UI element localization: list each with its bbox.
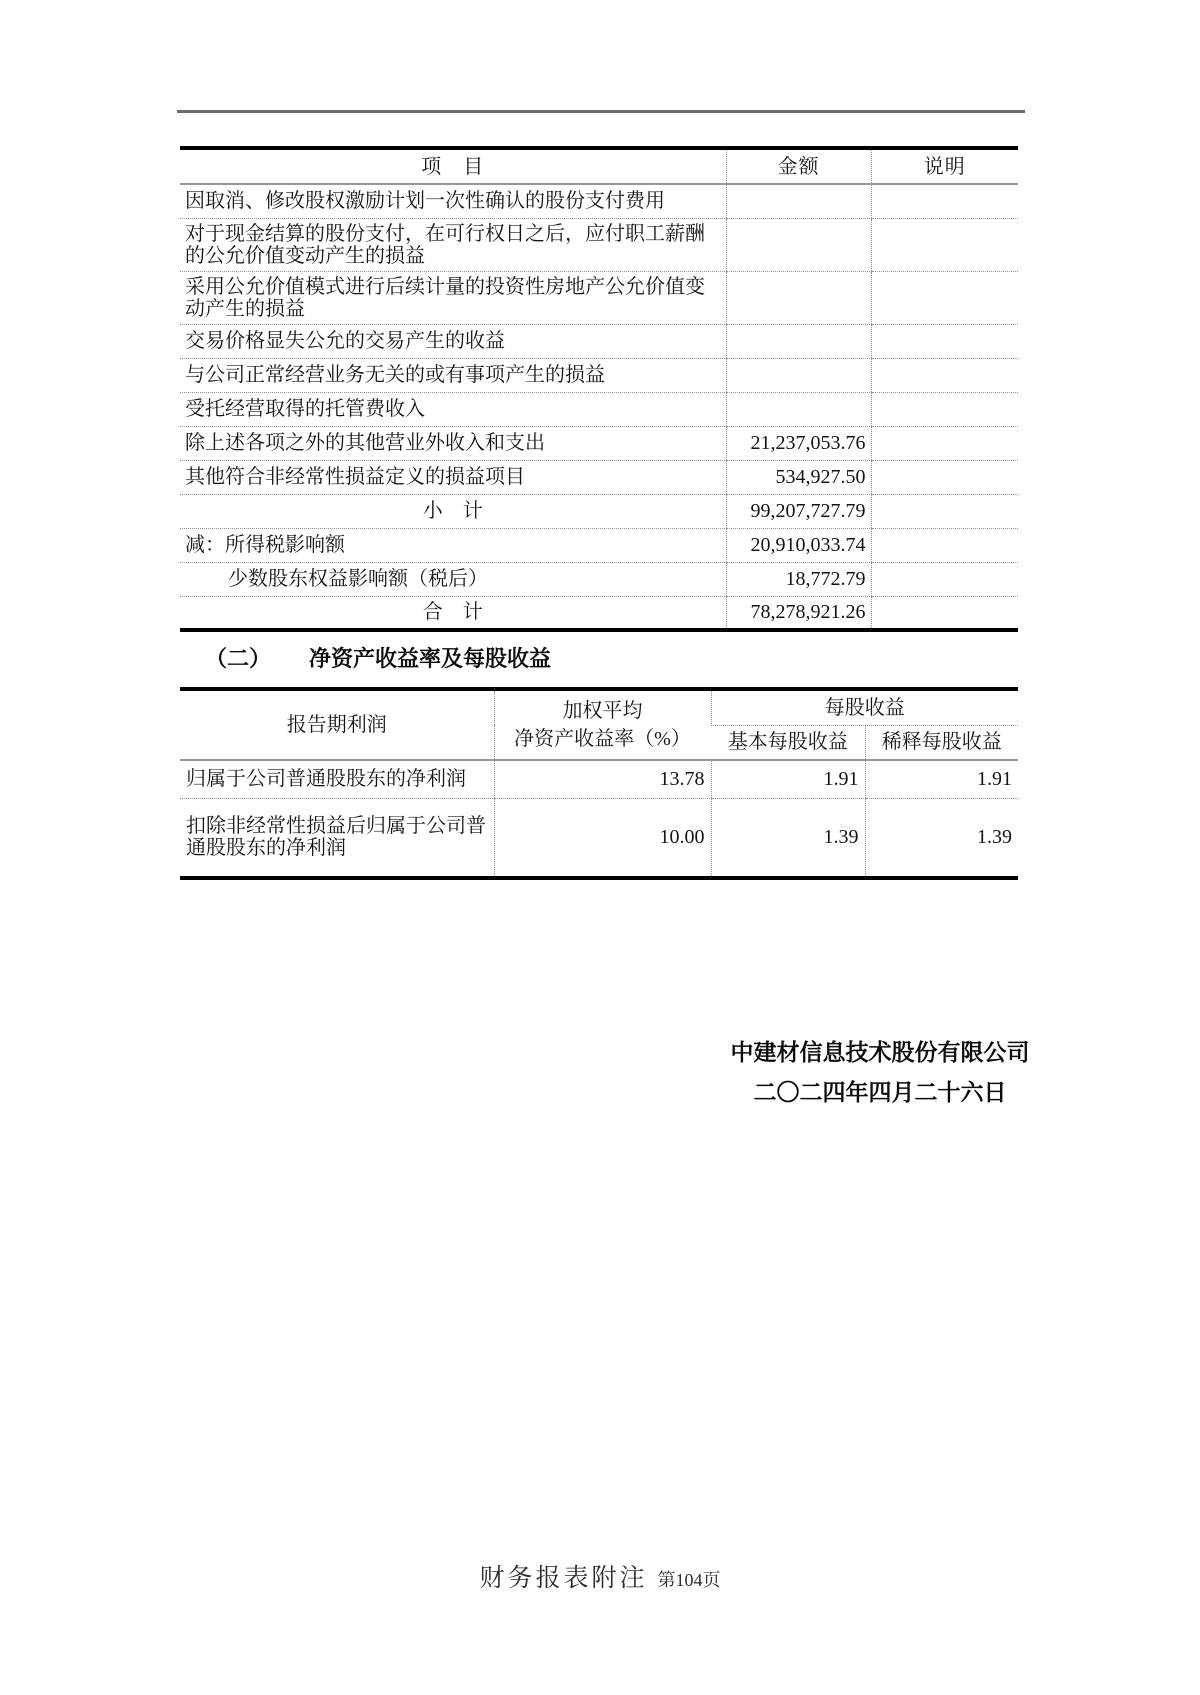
section-number: （二）	[205, 646, 272, 671]
table-row	[180, 184, 1018, 218]
roe-eps-table	[180, 687, 1018, 880]
item-cell: 受托经营取得的托管费收入	[180, 392, 726, 426]
item-cell: 小 计	[180, 494, 726, 528]
table-row	[180, 562, 1018, 596]
item-cell: 归属于公司普通股股东的净利润	[180, 760, 494, 798]
table-row	[180, 324, 1018, 358]
table-row	[180, 798, 1018, 878]
item-cell: 其他符合非经常性损益定义的损益项目	[180, 460, 726, 494]
note-cell	[871, 184, 1018, 218]
note-cell	[871, 596, 1018, 630]
table2-header-eps-basic: 基本每股收益	[727, 731, 848, 754]
note-cell	[871, 271, 1018, 324]
company-name: 中建材信息技术股份有限公司	[730, 1040, 1030, 1065]
table-row	[180, 460, 1018, 494]
table2-header-eps-group: 每股收益	[711, 689, 1018, 725]
page-header-rule	[177, 110, 1025, 113]
amount-cell: 18,772.79	[726, 562, 871, 596]
amount-cell: 534,927.50	[726, 460, 871, 494]
report-date: 二〇二四年四月二十六日	[753, 1080, 1007, 1105]
roe-header-line2: 净资产收益率（%）	[514, 728, 691, 750]
non-recurring-items-table	[180, 146, 1018, 632]
item-cell: 与公司正常经营业务无关的或有事项产生的损益	[180, 358, 726, 392]
note-cell	[871, 218, 1018, 271]
item-cell: 交易价格显失公允的交易产生的收益	[180, 324, 726, 358]
amount-cell	[726, 358, 871, 392]
total-row	[180, 596, 1018, 630]
amount-cell	[726, 392, 871, 426]
amount-cell	[726, 184, 871, 218]
table2-header-report-profit: 报告期利润	[286, 714, 387, 736]
item-cell: 扣除非经常性损益后归属于公司普通股股东的净利润	[186, 815, 486, 860]
table-row	[180, 760, 1018, 798]
roe-cell: 13.78	[494, 760, 711, 798]
section-heading	[205, 644, 551, 674]
table-row	[180, 392, 1018, 426]
table1-header-item: 项 目	[180, 148, 726, 184]
table1-header-amount: 金额	[726, 148, 871, 184]
note-cell	[871, 562, 1018, 596]
eps-basic-cell: 1.39	[711, 798, 865, 878]
note-cell	[871, 324, 1018, 358]
table-row	[180, 528, 1018, 562]
note-cell	[871, 494, 1018, 528]
item-cell: 少数股东权益影响额（税后）	[180, 562, 726, 596]
amount-cell: 20,910,033.74	[726, 528, 871, 562]
table-row	[180, 358, 1018, 392]
page-footer	[0, 1558, 1200, 1594]
eps-diluted-cell: 1.91	[865, 760, 1018, 798]
table2-header-row-top	[180, 689, 1018, 725]
table1-header-row	[180, 148, 1018, 184]
item-cell: 因取消、修改股权激励计划一次性确认的股份支付费用	[180, 184, 726, 218]
item-cell: 除上述各项之外的其他营业外收入和支出	[180, 426, 726, 460]
table1-header-note: 说明	[871, 148, 1018, 184]
amount-cell: 21,237,053.76	[726, 426, 871, 460]
note-cell	[871, 528, 1018, 562]
amount-cell	[726, 271, 871, 324]
amount-cell: 99,207,727.79	[726, 494, 871, 528]
signature-block	[600, 1033, 1160, 1113]
eps-diluted-cell: 1.39	[865, 798, 1018, 878]
footer-label: 财务报表附注	[479, 1565, 648, 1592]
item-cell: 合 计	[422, 601, 483, 624]
note-cell	[871, 358, 1018, 392]
amount-cell	[726, 218, 871, 271]
roe-header-line1: 加权平均	[562, 700, 643, 722]
amount-cell: 78,278,921.26	[726, 596, 871, 630]
roe-cell: 10.00	[494, 798, 711, 878]
item-cell: 减：所得税影响额	[180, 528, 726, 562]
footer-page-number: 第104页	[657, 1570, 721, 1590]
item-cell: 对于现金结算的股份支付，在可行权日之后，应付职工薪酬的公允价值变动产生的损益	[180, 218, 726, 271]
table-row	[180, 271, 1018, 324]
subtotal-row	[180, 494, 1018, 528]
eps-basic-cell: 1.91	[711, 760, 865, 798]
note-cell	[871, 426, 1018, 460]
table-row	[180, 218, 1018, 271]
section-title: 净资产收益率及每股收益	[309, 646, 552, 671]
note-cell	[871, 392, 1018, 426]
note-cell	[871, 460, 1018, 494]
table2-header-roe	[494, 689, 711, 760]
amount-cell	[726, 324, 871, 358]
table2-header-eps-diluted: 稀释每股收益	[865, 725, 1018, 760]
table-row	[180, 426, 1018, 460]
item-cell: 采用公允价值模式进行后续计量的投资性房地产公允价值变动产生的损益	[180, 271, 726, 324]
